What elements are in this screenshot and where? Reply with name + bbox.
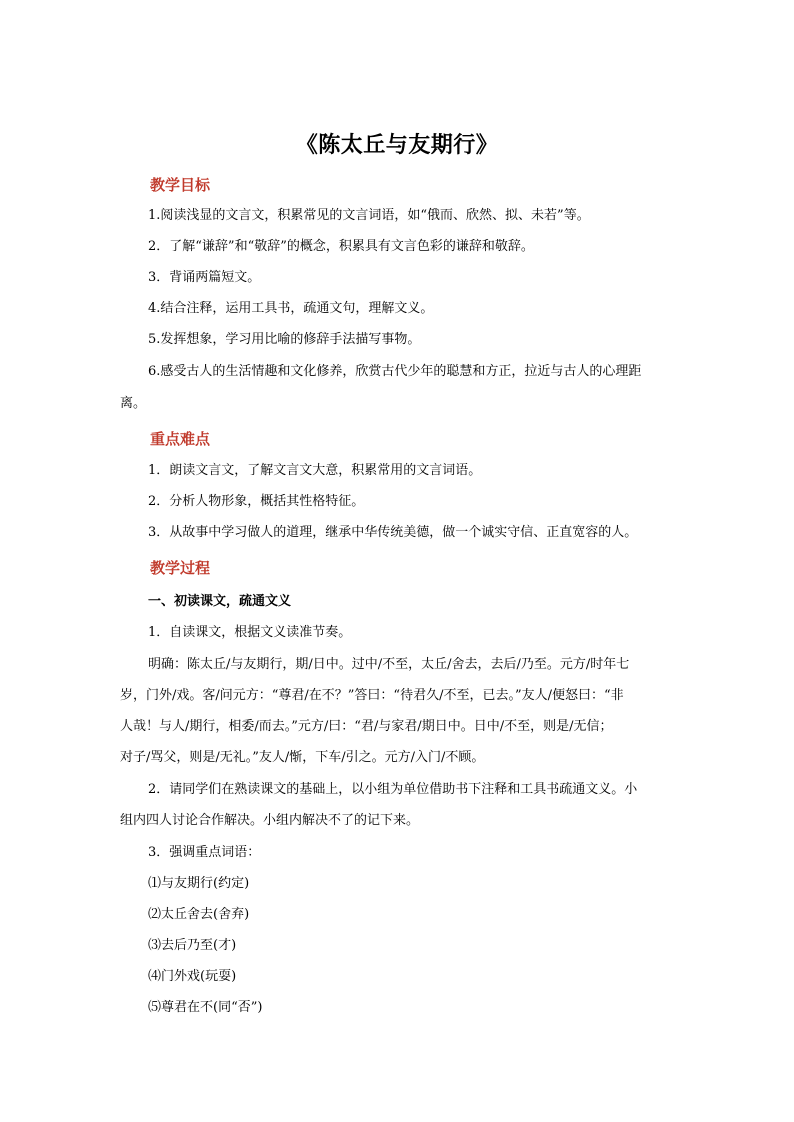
goal-item: 4.结合注释，运用工具书，疏通文句，理解文义。: [148, 301, 434, 316]
heading-teaching-process: 教学过程: [150, 559, 211, 577]
key-word-item: ⑶去后乃至(才): [148, 938, 237, 953]
process-step-continuation: 组内四人讨论合作解决。小组内解决不了的记下来。: [120, 813, 420, 828]
heading-teaching-goals: 教学目标: [150, 176, 211, 194]
clarify-line: 人哉！与人/期行，相委/而去。”元方/曰：“君/与家君/期日中。日中/不至，则是/无信；: [120, 719, 613, 734]
heading-key-points: 重点难点: [150, 430, 211, 448]
process-step: 3．强调重点词语：: [148, 845, 261, 860]
goal-item: 2．了解“谦辞”和“敬辞”的概念，积累具有文言色彩的谦辞和敬辞。: [148, 239, 534, 254]
goal-item: 6.感受古人的生活情趣和文化修养，欣赏古代少年的聪慧和方正，拉近与古人的心理距: [148, 364, 642, 379]
clarify-line: 岁，门外/戏。客/问元方：“尊君/在不？”答曰：“待君久/不至，已去。”友人/便怒曰：“非: [120, 688, 624, 703]
clarify-line: 对子/骂父，则是/无礼。”友人/惭，下车/引之。元方/入门/不顾。: [120, 750, 485, 765]
key-word-item: ⑴与友期行(约定): [148, 876, 250, 891]
key-word-item: ⑷门外戏(玩耍): [148, 969, 237, 984]
goal-item: 5.发挥想象，学习用比喻的修辞手法描写事物。: [148, 332, 421, 347]
key-point-item: 2．分析人物形象，概括其性格特征。: [148, 494, 365, 509]
key-word-item: ⑵太丘舍去(舍弃): [148, 907, 250, 922]
document-title: 《陈太丘与友期行》: [295, 132, 499, 158]
goal-item-continuation: 离。: [120, 396, 147, 411]
key-point-item: 3．从故事中学习做人的道理，继承中华传统美德，做一个诚实守信、正直宽容的人。: [148, 525, 638, 540]
key-word-item: ⑸尊君在不(同“否”): [148, 1000, 263, 1015]
clarify-line: 明确：陈太丘/与友期行，期/日中。过中/不至，太丘/舍去，去后/乃至。元方/时年七: [148, 657, 630, 672]
key-point-item: 1．朗读文言文，了解文言文大意，积累常用的文言词语。: [148, 463, 482, 478]
goal-item: 3．背诵两篇短文。: [148, 270, 261, 285]
process-step: 2．请同学们在熟读课文的基础上，以小组为单位借助书下注释和工具书疏通文义。小: [148, 782, 638, 797]
subheading-first-reading: 一、初读课文，疏通文义: [148, 594, 292, 609]
goal-item: 1.阅读浅显的文言文，积累常见的文言词语，如“俄而、欣然、拟、未若”等。: [148, 208, 590, 223]
process-step: 1．自读课文，根据文义读准节奏。: [148, 625, 352, 640]
